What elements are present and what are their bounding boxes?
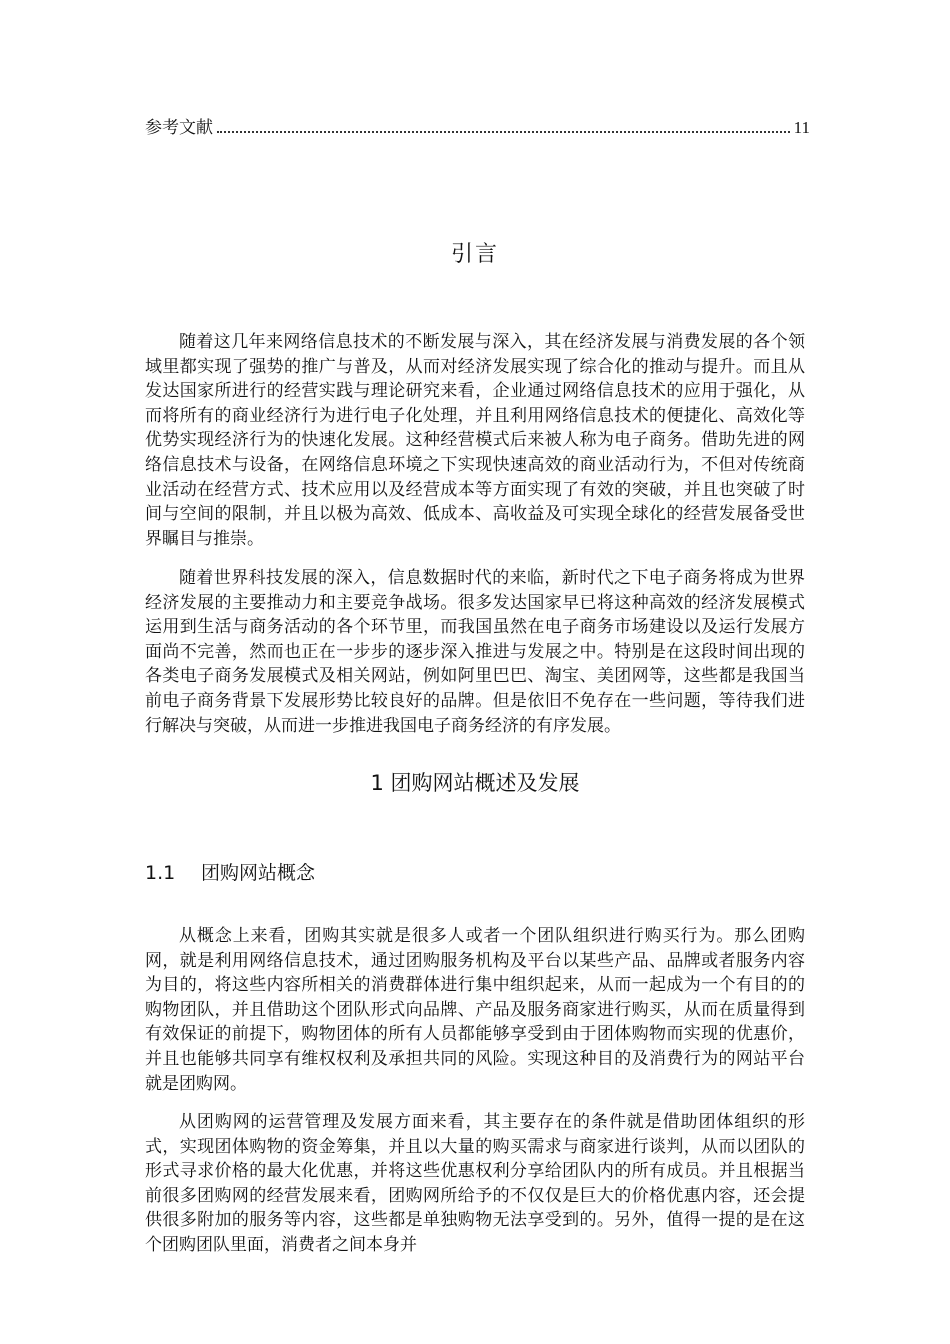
toc-entry-page-number: 11 xyxy=(793,118,810,137)
intro-paragraph-1: 随着这几年来网络信息技术的不断发展与深入，其在经济发展与消费发展的各个领域里都实现了强势的推广与普及，从而对经济发展实现了综合化的推动与提升。而且从发达国家所进行的经营实践与理论研究来看，企业通过网络信息技术的应用于强化，从而将所有的商业经济行为进行电子化处理，并且利用网络信息技术的便捷化、高效化等优势实现经济行为的快速化发展。这种经营模式后来被人称为电子商务。借助先进的网络信息技术与设备，在网络信息环境之下实现快速高效的商业活动行为，不但对传统商业活动在经营方式、技术应用以及经营成本等方面实现了有效的突破，并且也突破了时间与空间的限制，并且以极为高效、低成本、高收益及可实现全球化的经营发展备受世界瞩目与推崇。 xyxy=(145,332,805,549)
section-heading xyxy=(145,859,315,887)
section-number: 1.1 xyxy=(145,862,176,884)
intro-paragraph-2: 随着世界科技发展的深入，信息数据时代的来临，新时代之下电子商务将成为世界经济发展的主要推动力和主要竞争战场。很多发达国家早已将这种高效的经济发展模式运用到生活与商务活动的各个环节里，而我国虽然在电子商务市场建设以及运行发展方面尚不完善，然而也正在一步步的逐步深入推进与发展之中。特别是在这段时间出现的各类电子商务发展模式及相关网站，例如阿里巴巴、淘宝、美团网等，这些都是我国当前电子商务背景下发展形势比较良好的品牌。但是依旧不免存在一些问题，等待我们进行解决与突破，从而进一步推进我国电子商务经济的有序发展。 xyxy=(145,568,805,736)
toc-entry-references[interactable] xyxy=(145,116,810,140)
section-title: 团购网站概念 xyxy=(201,862,316,884)
toc-entry-label: 参考文献 xyxy=(145,118,213,138)
section-paragraph-1: 从概念上来看，团购其实就是很多人或者一个团队组织进行购买行为。那么团购网，就是利用网络信息技术，通过团购服务机构及平台以某些产品、品牌或者服务内容为目的，将这些内容所相关的消费群体进行集中组织起来，从而一起成为一个有目的的购物团队，并且借助这个团队形式向品牌、产品及服务商家进行购买，从而在质量得到有效保证的前提下，购物团体的所有人员都能够享受到由于团体购物而实现的优惠价，并且也能够共同享有维权权利及承担共同的风险。实现这种目的及消费行为的网站平台就是团购网。 xyxy=(145,926,805,1094)
section-paragraph-2: 从团购网的运营管理及发展方面来看，其主要存在的条件就是借助团体组织的形式，实现团体购物的资金筹集，并且以大量的购买需求与商家进行谈判，从而以团队的形式寻求价格的最大化优惠，并将这些优惠权利分享给团队内的所有成员。并且根据当前很多团购网的经营发展来看，团购网所给予的不仅仅是巨大的价格优惠内容，还会提供很多附加的服务等内容，这些都是单独购物无法享受到的。另外，值得一提的是在这个团购团队里面，消费者之间本身并 xyxy=(145,1112,805,1255)
intro-heading: 引言 xyxy=(450,242,499,267)
toc-dot-leader xyxy=(217,130,790,133)
chapter-heading: 1 团购网站概述及发展 xyxy=(370,771,580,795)
